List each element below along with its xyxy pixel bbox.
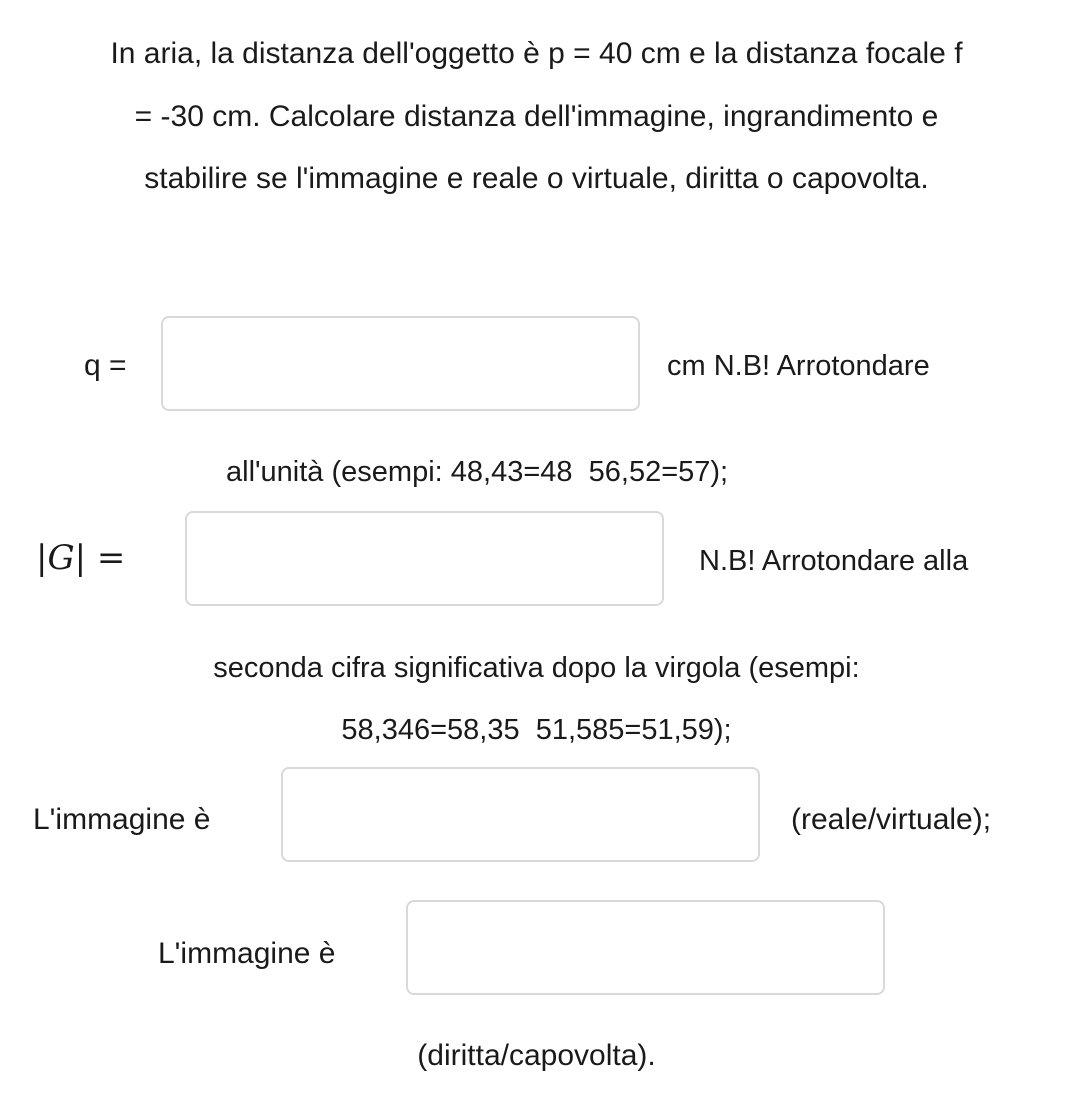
g-suffix: N.B! Arrotondare alla — [699, 545, 969, 577]
g-rounding-note-1: seconda cifra significativa dopo la virgola (esempi: — [213, 652, 860, 684]
orientation-input[interactable] — [406, 900, 885, 995]
g-label-variable: G — [47, 538, 75, 578]
q-label: q = — [84, 349, 127, 382]
q-rounding-note: all'unità (esempi: 48,43=48 56,52=57); — [226, 456, 729, 488]
type-suffix: (reale/virtuale); — [791, 803, 992, 836]
orientation-suffix: (diritta/capovolta). — [417, 1039, 656, 1072]
g-label — [36, 538, 125, 578]
question-line-1: In aria, la distanza dell'oggetto è p = 40 cm e la distanza focale f — [110, 37, 963, 70]
type-label: L'immagine è — [33, 803, 211, 836]
q-suffix: cm N.B! Arrotondare — [667, 350, 930, 382]
question-line-2: = -30 cm. Calcolare distanza dell'immagine, ingrandimento e — [134, 100, 939, 133]
g-rounding-note-2: 58,346=58,35 51,585=51,59); — [341, 714, 732, 746]
g-label-bar-left: | — [36, 538, 48, 578]
g-input[interactable] — [185, 511, 664, 606]
orientation-label: L'immagine è — [158, 937, 336, 970]
q-input[interactable] — [161, 316, 640, 411]
question-line-3: stabilire se l'immagine e reale o virtuale, diritta o capovolta. — [144, 162, 929, 195]
g-label-bar-right: | = — [74, 538, 126, 578]
type-input[interactable] — [281, 767, 760, 862]
